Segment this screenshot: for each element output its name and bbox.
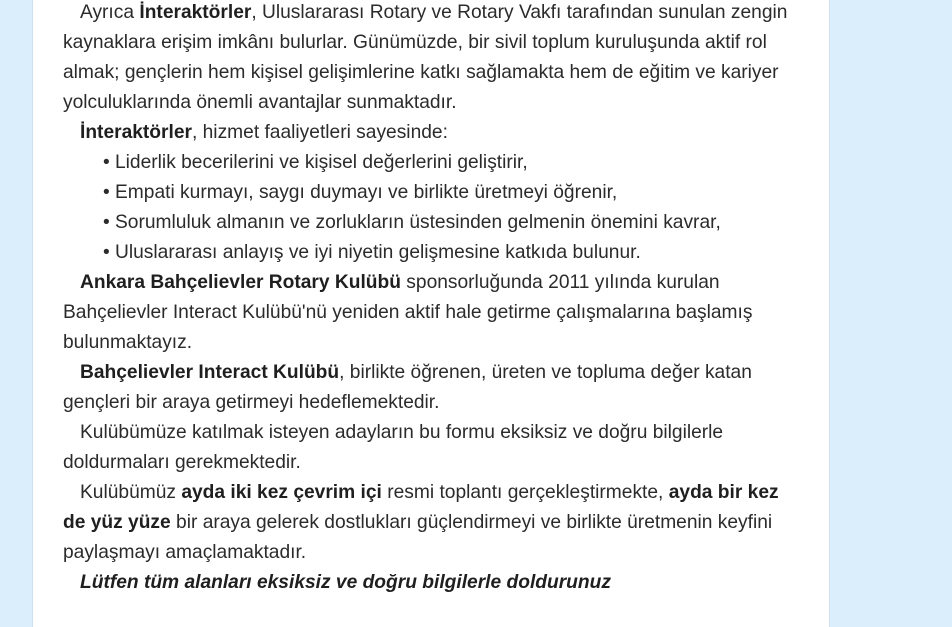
paragraph-meetings: Kulübümüz ayda iki kez çevrim içi resmi toplantı gerçekleştirmekte, ayda bir kez de yüz yüze bir araya gelerek dostlukları güçlendirmeyi ve birlikte üretmenin keyfini paylaşmayı amaçlamaktadır.	[63, 482, 779, 563]
paragraph-service-activities: İnteraktörler, hizmet faaliyetleri sayesinde:	[80, 122, 448, 143]
interactors-term: İnteraktörler	[80, 122, 192, 143]
paragraph-resources: Ayrıca İnteraktörler, Uluslararası Rotary ve Rotary Vakfı tarafından sunulan zengin kaynaklara erişim imkânı bulurlar. Günümüzde, bir sivil toplum kuruluşunda aktif rol almak; gençlerin hem kişisel gelişimlerine katkı sağlamakta hem de eğitim ve kariyer yolculuklarında önemli avantajlar sunmaktadır.	[63, 2, 788, 113]
paragraph-sponsor: Ankara Bahçelievler Rotary Kulübü sponsorluğunda 2011 yılında kurulan Bahçelievler Interact Kulübü'nü yeniden aktif hale getirme çalışmalarına başlamış bulunmaktayız.	[63, 272, 753, 353]
form-intro-text	[63, 0, 803, 598]
fill-instruction-note: Lütfen tüm alanları eksiksiz ve doğru bilgilerle doldurunuz	[80, 572, 611, 593]
online-meetings-emphasis: ayda iki kez çevrim içi	[181, 482, 382, 503]
list-item: • Sorumluluk almanın ve zorlukların üstesinden gelmenin önemini kavrar,	[103, 208, 803, 238]
list-item: • Liderlik becerilerini ve kişisel değerlerini geliştirir,	[103, 148, 803, 178]
club-name: Bahçelievler Interact Kulübü	[80, 362, 340, 383]
list-item: • Uluslararası anlayış ve iyi niyetin gelişmesine katkıda bulunur.	[103, 238, 803, 268]
paragraph-club-goal: Bahçelievler Interact Kulübü, birlikte öğrenen, üreten ve topluma değer katan gençleri bir araya getirmeyi hedeflemektedir.	[63, 362, 752, 413]
list-item: • Empati kurmayı, saygı duymayı ve birlikte üretmeyi öğrenir,	[103, 178, 803, 208]
benefits-list	[63, 148, 803, 268]
in-person-meetings-emphasis: ayda bir kez de yüz yüze	[63, 482, 779, 533]
paragraph-application: Kulübümüze katılmak isteyen adayların bu formu eksiksiz ve doğru bilgilerle doldurmaları gerekmektedir.	[63, 422, 724, 473]
sponsor-club-name: Ankara Bahçelievler Rotary Kulübü	[80, 272, 401, 293]
interactors-term: İnteraktörler	[139, 2, 252, 23]
content-card	[32, 0, 830, 627]
